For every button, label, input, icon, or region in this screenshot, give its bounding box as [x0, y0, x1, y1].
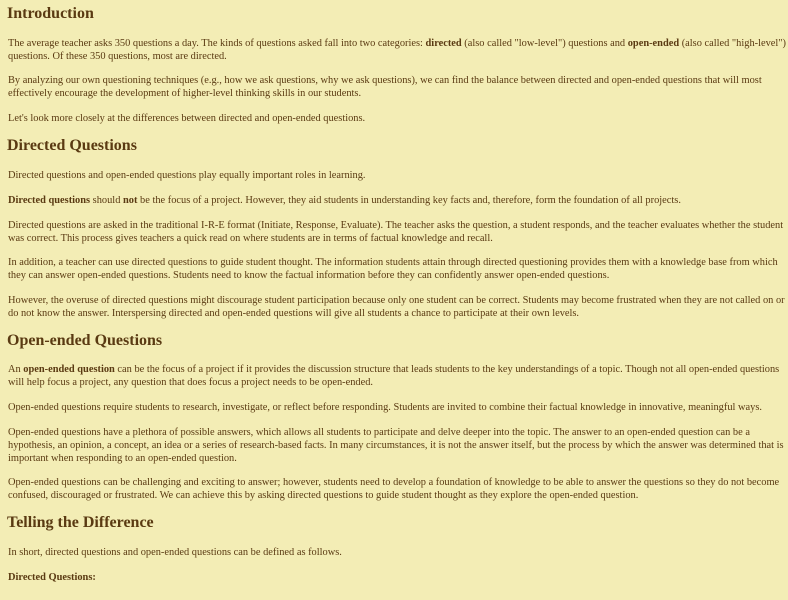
text-run: In addition, a teacher can use directed questions to guide student thought. The information students attain through directed questioning provides them with a knowledge base from which they can answer open-ended questions. Students need to know the factual information before they can confidently answer open-ended questions. [8, 257, 778, 282]
paragraph [8, 169, 788, 182]
text-run: In short, directed questions and open-ended questions can be defined as follows. [8, 547, 342, 558]
paragraph [8, 426, 788, 466]
bold-term: Directed Questions: [8, 572, 96, 583]
text-run: Let's look more closely at the differences between directed and open-ended questions. [8, 113, 366, 124]
bold-term: Directed questions [8, 195, 91, 206]
text-run: should [90, 195, 123, 206]
paragraph [8, 194, 788, 207]
text-run: The average teacher asks 350 questions a day. The kinds of questions asked fall into two categories: [8, 38, 426, 49]
paragraph [8, 219, 788, 245]
text-run: Directed questions and open-ended questions play equally important roles in learning. [8, 170, 366, 181]
paragraph [8, 546, 788, 559]
text-run: An [8, 364, 24, 375]
paragraph [8, 476, 788, 502]
paragraph [8, 401, 788, 414]
text-run: Open-ended questions have a plethora of possible answers, which allows all students to participate and delve deeper into the topic. The answer to an open-ended question can be a hypothesis, an opinion, a concept, an idea or a series of research-based facts. In many circumstances, it is not the answer itself, but the process by which the answer was determined that is important when responding to an open-ended question. [8, 427, 784, 465]
text-run: By analyzing our own questioning techniques (e.g., how we ask questions, why we ask questions), we can find the balance between directed and open-ended questions that will most effectively encourage the development of higher-level thinking skills in our students. [8, 75, 762, 100]
bold-term: not [123, 195, 138, 206]
paragraph [8, 37, 788, 63]
section-heading-introduction: Introduction [7, 5, 94, 22]
section-heading-telling-the-difference: Telling the Difference [7, 514, 154, 531]
bold-term: open-ended [627, 38, 680, 49]
paragraph [8, 363, 788, 389]
text-run: can be the focus of a project if it provides the discussion structure that leads students to the key understandings of a topic. Though not all open-ended questions will help focus a project, any question that does focus a project needs to be open-ended. [8, 364, 780, 389]
paragraph [8, 112, 788, 125]
text-run: be the focus of a project. However, they aid students in understanding key facts and, therefore, form the foundation of all projects. [137, 195, 681, 206]
section-heading-open-ended-questions: Open-ended Questions [7, 332, 163, 349]
paragraph [8, 571, 788, 584]
text-run: (also called "low-level") questions and [461, 38, 628, 49]
section-heading-directed-questions: Directed Questions [7, 137, 137, 154]
bold-term: open-ended question [23, 364, 115, 375]
paragraph [8, 294, 788, 320]
paragraph [8, 74, 788, 100]
text-run: Open-ended questions can be challenging and exciting to answer; however, students need to develop a foundation of knowledge to be able to answer the questions so they do not become confused, discouraged or frustrated. We can achieve this by asking directed questions to guide student thought as they explore the open-ended question. [8, 477, 780, 502]
paragraph [8, 256, 788, 282]
text-run: (also called "high-level") questions. Of these 350 questions, most are directed. [8, 38, 786, 63]
bold-term: directed [425, 38, 462, 49]
text-run: Open-ended questions require students to research, investigate, or reflect before responding. Students are invited to combine their factual knowledge in innovative, meaningful ways. [8, 402, 762, 413]
text-run: Directed questions are asked in the traditional I-R-E format (Initiate, Response, Evaluate). The teacher asks the question, a student responds, and the teacher evaluates whether the student was correct. This process gives teachers a quick read on where students are in terms of factual knowledge and recall. [8, 220, 784, 245]
text-run: However, the overuse of directed questions might discourage student participation because only one student can be correct. Students may become frustrated when they are not called on or do not know the answer. Interspersing directed and open-ended questions will give all students a chance to participate at their own levels. [8, 295, 785, 320]
